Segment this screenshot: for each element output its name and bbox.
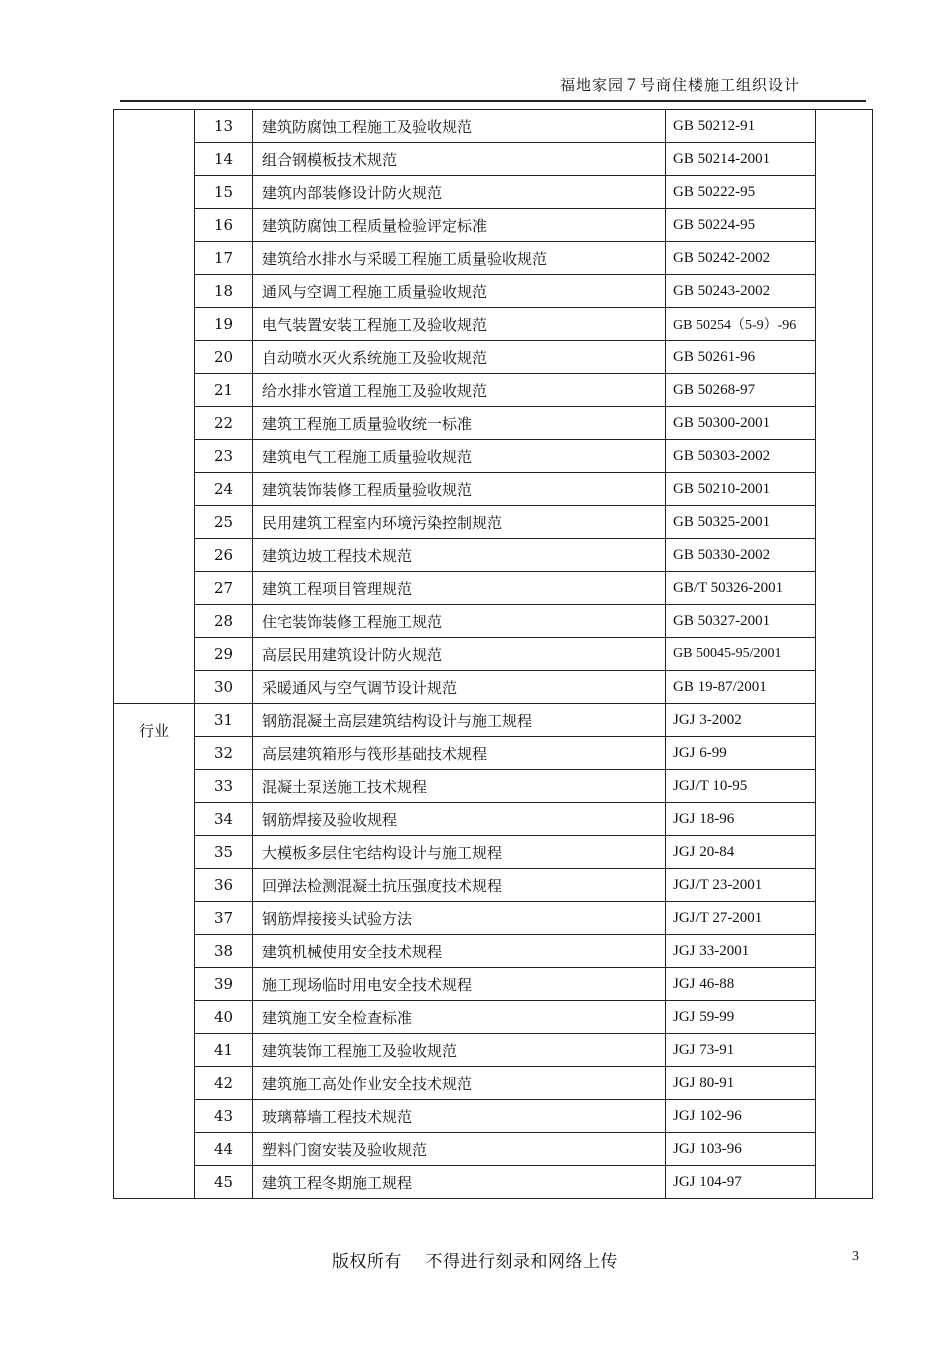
row-number: 40 [195,1001,253,1034]
standard-name: 回弹法检测混凝土抗压强度技术规程 [253,869,666,902]
row-number: 26 [195,539,253,572]
standard-code: GB 50224-95 [666,209,816,242]
standard-code: GB 50214-2001 [666,143,816,176]
row-number: 41 [195,1034,253,1067]
standard-name: 建筑电气工程施工质量验收规范 [253,440,666,473]
standard-name: 钢筋焊接接头试验方法 [253,902,666,935]
row-number: 23 [195,440,253,473]
row-number: 37 [195,902,253,935]
standard-code: JGJ 104-97 [666,1166,816,1199]
standard-code: GB 50327-2001 [666,605,816,638]
table-row [114,572,873,605]
standard-name: 住宅装饰装修工程施工规范 [253,605,666,638]
standard-code: GB/T 50326-2001 [666,572,816,605]
table-row [114,473,873,506]
table-row [114,374,873,407]
table-row [114,176,873,209]
table-row [114,704,873,737]
standard-code: JGJ 103-96 [666,1133,816,1166]
copyright-notice: 版权所有 不得进行刻录和网络上传 [331,1252,619,1272]
standard-code: GB 50222-95 [666,176,816,209]
table-row [114,671,873,704]
standard-name: 建筑防腐蚀工程质量检验评定标准 [253,209,666,242]
row-number: 19 [195,308,253,341]
standards-table-body [114,110,873,1199]
table-row [114,1133,873,1166]
row-number: 35 [195,836,253,869]
standard-name: 通风与空调工程施工质量验收规范 [253,275,666,308]
standard-code: GB 50045-95/2001 [666,638,816,671]
table-row [114,638,873,671]
table-row [114,1067,873,1100]
standard-code: JGJ 18-96 [666,803,816,836]
standards-table [113,109,873,1199]
standard-code: JGJ/T 27-2001 [666,902,816,935]
row-number: 29 [195,638,253,671]
standard-name: 高层建筑箱形与筏形基础技术规程 [253,737,666,770]
row-number: 45 [195,1166,253,1199]
standard-code: GB 50243-2002 [666,275,816,308]
standard-code: GB 50210-2001 [666,473,816,506]
standard-name: 混凝土泵送施工技术规程 [253,770,666,803]
table-row [114,836,873,869]
header-rule [120,100,866,102]
standard-name: 玻璃幕墙工程技术规范 [253,1100,666,1133]
standard-code: JGJ 102-96 [666,1100,816,1133]
table-row [114,308,873,341]
table-row [114,968,873,1001]
standard-name: 建筑内部装修设计防火规范 [253,176,666,209]
table-row [114,143,873,176]
standard-name: 建筑施工安全检查标准 [253,1001,666,1034]
standard-name: 建筑机械使用安全技术规程 [253,935,666,968]
standard-name: 塑料门窗安装及验收规范 [253,1133,666,1166]
standard-code: JGJ 46-88 [666,968,816,1001]
row-number: 25 [195,506,253,539]
standard-name: 建筑施工高处作业安全技术规范 [253,1067,666,1100]
row-number: 27 [195,572,253,605]
standard-name: 建筑工程项目管理规范 [253,572,666,605]
standard-code: GB 50300-2001 [666,407,816,440]
remarks-cell [816,110,873,1199]
table-row [114,803,873,836]
row-number: 15 [195,176,253,209]
row-number: 33 [195,770,253,803]
table-row [114,770,873,803]
standard-name: 建筑装饰装修工程质量验收规范 [253,473,666,506]
standard-name: 高层民用建筑设计防火规范 [253,638,666,671]
standard-code: JGJ 33-2001 [666,935,816,968]
row-number: 20 [195,341,253,374]
row-number: 24 [195,473,253,506]
standard-name: 采暖通风与空气调节设计规范 [253,671,666,704]
table-row [114,341,873,374]
standard-name: 建筑给水排水与采暖工程施工质量验收规范 [253,242,666,275]
table-row [114,275,873,308]
table-row [114,902,873,935]
row-number: 39 [195,968,253,1001]
standard-code: JGJ/T 23-2001 [666,869,816,902]
row-number: 21 [195,374,253,407]
standard-name: 建筑工程施工质量验收统一标准 [253,407,666,440]
page-header-title: 福地家园７号商住楼施工组织设计 [560,76,801,94]
standard-name: 组合钢模板技术规范 [253,143,666,176]
table-row [114,407,873,440]
row-number: 38 [195,935,253,968]
standard-code: GB 50325-2001 [666,506,816,539]
table-row [114,539,873,572]
page-number: 3 [852,1249,859,1264]
category-cell [114,110,195,704]
table-row [114,242,873,275]
standard-code: JGJ 59-99 [666,1001,816,1034]
row-number: 28 [195,605,253,638]
table-row [114,869,873,902]
row-number: 44 [195,1133,253,1166]
standard-name: 建筑工程冬期施工规程 [253,1166,666,1199]
standard-code: GB 50212-91 [666,110,816,143]
standard-code: GB 50268-97 [666,374,816,407]
standard-name: 施工现场临时用电安全技术规程 [253,968,666,1001]
standard-code: JGJ 6-99 [666,737,816,770]
row-number: 14 [195,143,253,176]
standard-name: 民用建筑工程室内环境污染控制规范 [253,506,666,539]
row-number: 34 [195,803,253,836]
standard-code: JGJ 20-84 [666,836,816,869]
category-cell: 行业 [114,704,195,1199]
table-row [114,935,873,968]
standard-code: GB 19-87/2001 [666,671,816,704]
row-number: 17 [195,242,253,275]
table-row [114,209,873,242]
standard-name: 大模板多层住宅结构设计与施工规程 [253,836,666,869]
table-row [114,737,873,770]
row-number: 13 [195,110,253,143]
row-number: 22 [195,407,253,440]
table-row [114,1034,873,1067]
table-row [114,110,873,143]
standard-code: GB 50261-96 [666,341,816,374]
standard-name: 建筑边坡工程技术规范 [253,539,666,572]
table-row [114,605,873,638]
standard-code: GB 50330-2002 [666,539,816,572]
standard-code: JGJ/T 10-95 [666,770,816,803]
standard-code: JGJ 80-91 [666,1067,816,1100]
row-number: 30 [195,671,253,704]
standard-code: JGJ 3-2002 [666,704,816,737]
table-row [114,440,873,473]
table-row [114,506,873,539]
row-number: 36 [195,869,253,902]
row-number: 31 [195,704,253,737]
standard-code: JGJ 73-91 [666,1034,816,1067]
standard-name: 自动喷水灭火系统施工及验收规范 [253,341,666,374]
row-number: 18 [195,275,253,308]
standard-code: GB 50254（5-9）-96 [666,308,816,341]
standard-name: 建筑防腐蚀工程施工及验收规范 [253,110,666,143]
row-number: 43 [195,1100,253,1133]
table-row [114,1166,873,1199]
standard-name: 建筑装饰工程施工及验收规范 [253,1034,666,1067]
standard-name: 给水排水管道工程施工及验收规范 [253,374,666,407]
standard-code: GB 50242-2002 [666,242,816,275]
table-row [114,1001,873,1034]
standard-name: 电气装置安装工程施工及验收规范 [253,308,666,341]
table-row [114,1100,873,1133]
row-number: 16 [195,209,253,242]
standard-name: 钢筋焊接及验收规程 [253,803,666,836]
row-number: 32 [195,737,253,770]
row-number: 42 [195,1067,253,1100]
standard-name: 钢筋混凝土高层建筑结构设计与施工规程 [253,704,666,737]
standard-code: GB 50303-2002 [666,440,816,473]
